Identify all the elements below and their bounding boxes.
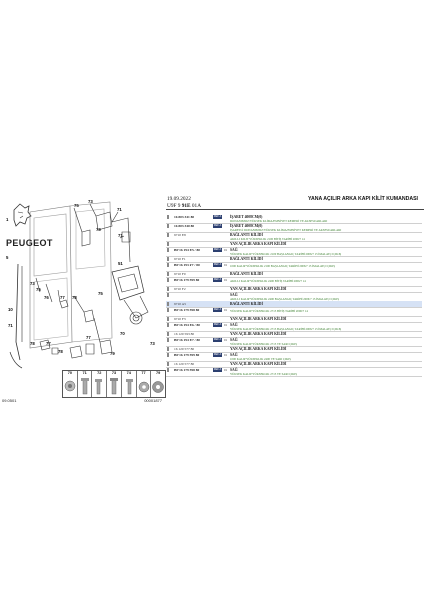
- part-description: YÜKSEK KALIP YÜKSEKLIK 2715 BİTİŞ TARİHİ 2006/7 14: [230, 309, 308, 313]
- quantity: 01: [224, 308, 227, 312]
- callout: 77: [60, 295, 65, 300]
- screw-icon: [122, 376, 136, 396]
- part-title: YAN AÇILIR ARKA KAPI KİLİDİ: [230, 317, 287, 321]
- part-title: SAĞ: [230, 353, 238, 357]
- status-badge: REF A: [213, 263, 222, 266]
- part-number: 73: [111, 371, 117, 375]
- row-marker: [167, 323, 169, 327]
- callout: 76: [44, 295, 49, 300]
- small-parts-strip: [62, 370, 166, 398]
- status-badge: REF A: [213, 224, 222, 227]
- exploded-parts-diagram: [0, 192, 166, 404]
- part-reference: 16 803 341 80: [174, 215, 195, 219]
- part-reference: BP 16 179 598 80: [174, 308, 200, 312]
- parts-cell: [63, 371, 78, 397]
- callout: 73: [96, 227, 101, 232]
- part-title: SAĞ: [230, 323, 238, 327]
- part-title: YAN AÇILIR ARKA KAPI KİLİDİ: [230, 347, 287, 351]
- part-title: YAN AÇILIR ARKA KAPI KİLİDİ: [230, 362, 287, 366]
- row-number: 16 120 577 80: [174, 347, 195, 351]
- part-reference: BP 16 193 F7 / 80: [174, 263, 200, 267]
- row-marker: [167, 272, 169, 276]
- status-badge: REF A: [213, 215, 222, 218]
- callout: 5: [6, 255, 9, 260]
- part-title: BAĞLANTI KİLİDİ: [230, 302, 263, 306]
- part-title: SAĞ: [230, 368, 238, 372]
- part-title: BAĞLANTI KİLİDİ: [230, 272, 263, 276]
- part-number: 70: [67, 371, 72, 375]
- quantity: 01: [224, 323, 227, 327]
- parts-cell: [137, 371, 152, 397]
- callout: 10: [8, 307, 13, 312]
- parts-cell: [122, 371, 137, 397]
- callout: 77: [46, 341, 51, 346]
- callout: 71: [118, 233, 123, 238]
- part-description: YÜKSEK KALIP YÜKSEKLIK 2100 BAŞLANGIÇ TARİHİ 2006/7 15 İMALATÇI ÇIKIŞ: [230, 252, 342, 256]
- part-number: 71: [82, 371, 87, 375]
- row-marker: [167, 215, 169, 219]
- callout: 71: [117, 207, 122, 212]
- status-badge: REF A: [213, 368, 222, 371]
- part-number: 72: [97, 371, 102, 375]
- washer-icon: [137, 376, 151, 396]
- row-marker: [167, 317, 169, 321]
- part-description: 1000 KALIP YÜKSEKLIK 2400 VE SARI ÇIKIŞ: [230, 357, 291, 361]
- parts-cell: [92, 371, 107, 397]
- part-title: BAĞLANTI KİLİDİ: [230, 257, 263, 261]
- row-marker: [167, 293, 169, 297]
- callout: 73: [150, 341, 155, 346]
- part-reference: 16 803 340 80: [174, 224, 195, 228]
- part-title: İŞARET 4008CM(0): [230, 224, 263, 228]
- parts-cell: [78, 371, 93, 397]
- callout: 78: [30, 341, 35, 346]
- page-title: YANA AÇILIR ARKA KAPI KİLİT KUMANDASI: [308, 196, 418, 202]
- status-badge: REF A: [213, 248, 222, 251]
- callout: 78: [58, 349, 63, 354]
- part-description: YÜKSEK KALIP YÜKSEKLIK 2715 VE SARI ÇIKIŞ: [230, 342, 298, 346]
- callout: 79: [110, 351, 115, 356]
- callout: 78: [72, 295, 77, 300]
- part-title: SAĞ: [230, 293, 238, 297]
- row-marker: [167, 242, 169, 246]
- bolt-icon: [63, 376, 77, 396]
- part-title: SAĞ: [230, 248, 238, 252]
- parts-cell: [151, 371, 165, 397]
- row-marker: [167, 353, 169, 357]
- row-number: 9710 A5: [174, 302, 186, 306]
- part-reference: BP 16 194 E5 / 80: [174, 248, 200, 252]
- row-marker: [167, 248, 169, 252]
- part-reference: BP 16 194 E6 / 80: [174, 323, 200, 327]
- callout: 77: [86, 335, 91, 340]
- row-marker: [167, 302, 169, 306]
- callout: 51: [118, 261, 123, 266]
- part-description: AKILLI KILIT YÜKSEKLIK 2100 BİTİŞ TARİHİ 2006/7 14: [230, 237, 305, 241]
- part-description: YÜKSEK KALIP YÜKSEKLIK 2715 BAŞLANGIÇ TARİHİ 2006/7 15 İMALATÇI ÇIKIŞ: [230, 327, 342, 331]
- row-marker: [167, 278, 169, 282]
- diagram-reference: 00001877: [144, 398, 162, 403]
- row-number: 9710 F0: [174, 272, 186, 276]
- row-number: 9710 F1: [174, 257, 186, 261]
- washer-icon: [151, 376, 165, 396]
- row-number: 16 120 577 80: [174, 362, 195, 366]
- row-number: 9710 F2: [174, 287, 186, 291]
- part-reference: BP 16 179 599 80: [174, 353, 200, 357]
- callout: 1: [6, 217, 9, 222]
- callout: 75: [74, 203, 79, 208]
- catalog-sheet: [0, 192, 424, 404]
- quantity: 01: [224, 353, 227, 357]
- row-marker: [167, 257, 169, 261]
- part-description: AKILLI KALIP YÜKSEKLIK 2400 BAŞLANGIÇ TARİHİ 2006/7 15 İMALATÇI ÇIKIŞ: [230, 297, 340, 301]
- screw-icon: [92, 376, 106, 396]
- row-marker: [167, 263, 169, 267]
- row-number: 9710 E8: [174, 233, 186, 237]
- row-marker: [167, 308, 169, 312]
- status-badge: REF A: [213, 278, 222, 281]
- callout: 70: [120, 331, 125, 336]
- model-suffix: 01A: [191, 203, 202, 209]
- header-date: 19.09.2022: [167, 196, 191, 202]
- quantity: 01: [224, 368, 227, 372]
- part-row[interactable]: [166, 367, 422, 377]
- row-marker: [167, 338, 169, 342]
- part-number: 79: [156, 371, 161, 375]
- part-title: YAN AÇILIR ARKA KAPI KİLİDİ: [230, 332, 287, 336]
- row-marker: [167, 362, 169, 366]
- row-marker: [167, 332, 169, 336]
- part-number: 77: [141, 371, 146, 375]
- part-title: YAN AÇILIR ARKA KAPI KİLİDİ: [230, 287, 287, 291]
- model-code: 91E: [181, 203, 191, 209]
- row-marker: [167, 233, 169, 237]
- status-badge: REF A: [213, 338, 222, 341]
- model-prefix: U9F 9: [167, 203, 181, 209]
- screw-icon: [78, 376, 92, 396]
- row-number: 9710 F3: [174, 317, 186, 321]
- callout: 73: [88, 199, 93, 204]
- quantity: 01: [224, 248, 227, 252]
- callout: 73: [30, 281, 35, 286]
- part-description: DONANIMSIZ/YÜKSEK KLİMA/EMNİYET KEMERİ VE AKSESUARLARI: [230, 219, 328, 223]
- part-reference: BP 16 179 598 80: [174, 368, 200, 372]
- callout: 71: [8, 323, 13, 328]
- header-divider: [166, 209, 424, 210]
- part-description: YÜKSEK KALIP YÜKSEKLIK 2715 VE SARI ÇIKIŞ: [230, 372, 298, 376]
- brand-logo: PEUGEOT: [6, 238, 53, 248]
- quantity: 01: [224, 278, 227, 282]
- callout: 75: [36, 287, 41, 292]
- part-title: YAN AÇILIR ARKA KAPI KİLİDİ: [230, 242, 287, 246]
- status-badge: REF A: [213, 308, 222, 311]
- row-number: 16 120 593 80: [174, 332, 195, 336]
- status-badge: REF A: [213, 353, 222, 356]
- status-badge: REF A: [213, 323, 222, 326]
- row-marker: [167, 368, 169, 372]
- part-description: İŞARETLİ DONANIMSIZ/YÜKSEK KLİMA/EMNİYET KEMERİ VE AKSESUARLARI: [230, 228, 342, 232]
- part-title: İŞARET 4008CM(0): [230, 215, 263, 219]
- part-reference: BP 16 194 E7 / 80: [174, 338, 200, 342]
- row-marker: [167, 224, 169, 228]
- parts-cell: [107, 371, 122, 397]
- quantity: 01: [224, 263, 227, 267]
- quantity: 01: [224, 338, 227, 342]
- part-reference: BP 16 179 599 80: [174, 278, 200, 282]
- row-marker: [167, 287, 169, 291]
- part-title: SAĞ: [230, 338, 238, 342]
- part-description: 1000 KALIP YÜKSEKLIK 2100 BAŞLANGIÇ TARİHİ 2006/7 15 İMALATÇI ÇIKIŞ: [230, 264, 336, 268]
- bolt-icon: [107, 376, 121, 396]
- callout: 75: [98, 291, 103, 296]
- part-number: 74: [126, 371, 131, 375]
- part-title: BAĞLANTI KİLİDİ: [230, 233, 263, 237]
- diagram-code: 09.0501: [2, 398, 17, 403]
- row-marker: [167, 347, 169, 351]
- part-description: AKILLI KALIP YÜKSEKLIK 2400 BİTİŞ TARİHİ 2006/7 14: [230, 279, 306, 283]
- parts-list: [166, 192, 424, 404]
